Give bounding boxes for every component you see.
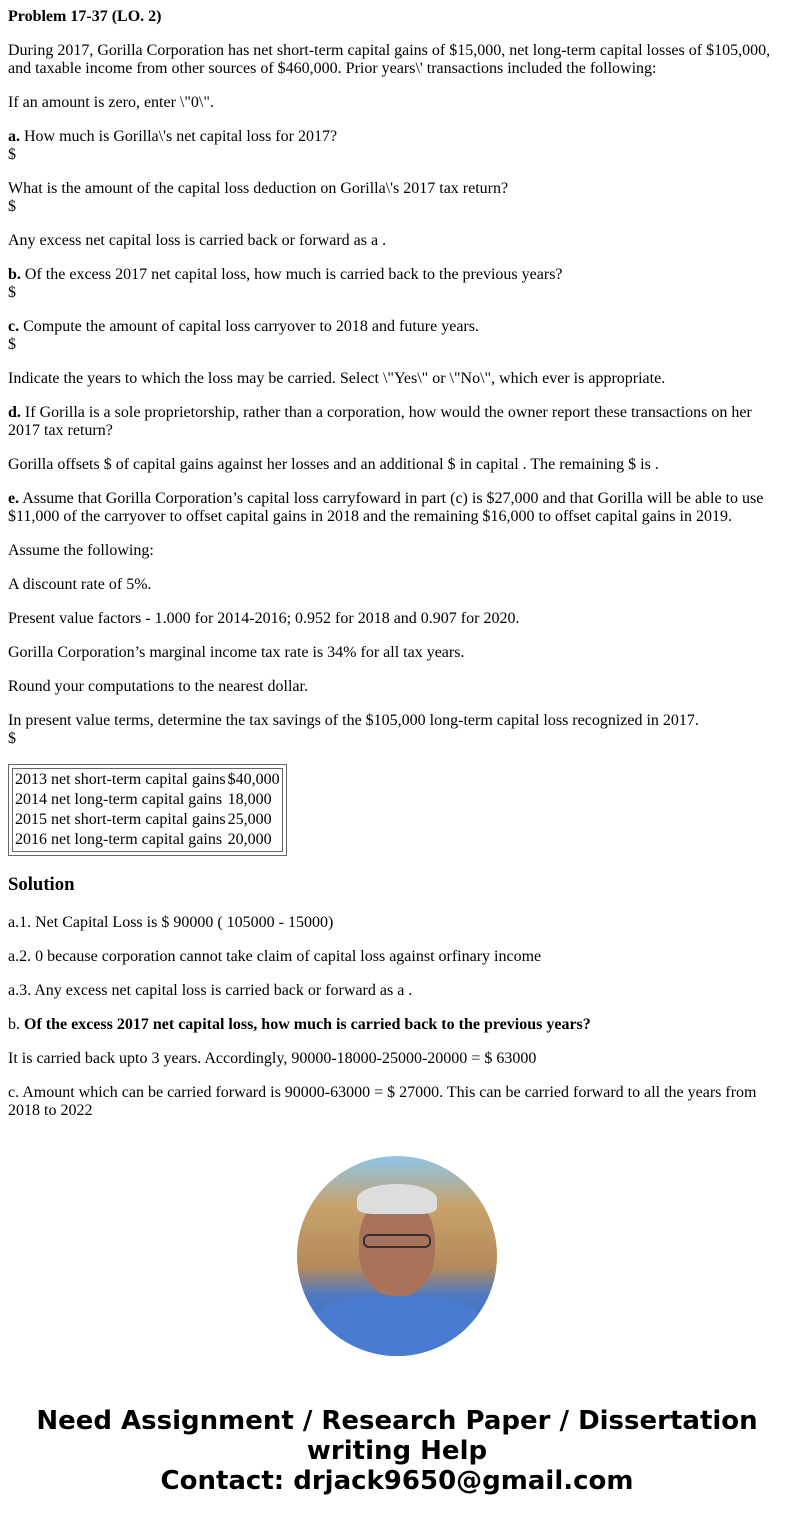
solution-a1: a.1. Net Capital Loss is $ 90000 ( 105000 - 15000) [8,914,334,931]
intro: During 2017, Gorilla Corporation has net short-term capital gains of $15,000, net long-term capital losses of $105,000, and taxable income from other sources of $460,000. Prior years\' transactions included the following: [8,42,771,77]
question-d2: Gorilla offsets $ of capital gains against her losses and an additional $ in capital . The remaining $ is . [8,456,659,473]
solution-b-question [8,1016,786,1034]
tax-rate: Gorilla Corporation’s marginal income tax rate is 34% for all tax years. [8,644,465,661]
prefix: b. [8,1016,24,1033]
author-avatar [297,1156,497,1356]
question-d [8,404,786,440]
table-row [15,831,280,849]
question-a3: Any excess net capital loss is carried back or forward as a . [8,232,387,249]
question-c [8,318,786,354]
text: How much is Gorilla\'s net capital loss for 2017? [20,128,338,145]
dollar: $ [8,730,16,747]
cell: 20,000 [227,831,272,848]
contact-banner [8,1406,786,1496]
text: Of the excess 2017 net capital loss, how much is carried back to the previous years? [24,1016,591,1033]
round-note: Round your computations to the nearest dollar. [8,678,308,695]
dollar: $ [8,336,16,353]
solution-a3: a.3. Any excess net capital loss is carried back or forward as a . [8,982,413,999]
dollar: $ [8,284,16,301]
cell: 25,000 [227,811,272,828]
label: d. [8,404,21,421]
banner-line: Need Assignment / Research Paper / Dissertation writing Help [36,1406,758,1466]
inner-table [12,768,283,852]
discount: A discount rate of 5%. [8,576,152,593]
cell: $40,000 [227,771,280,788]
solution-heading: Solution [8,874,75,895]
solution-b: It is carried back upto 3 years. Accordingly, 90000-18000-25000-20000 = $ 63000 [8,1050,537,1067]
title-text: Problem 17-37 (LO. 2) [8,8,162,25]
dollar: $ [8,146,16,163]
label: b. [8,266,21,283]
avatar-hair [357,1184,437,1214]
text: What is the amount of the capital loss deduction on Gorilla\'s 2017 tax return? [8,180,509,197]
question-e [8,490,786,526]
prior-transactions-table [8,764,287,856]
label: e. [8,490,20,507]
avatar-glasses [363,1234,431,1248]
dollar: $ [8,198,16,215]
problem-title [8,8,786,26]
cell: 2014 net long-term capital gains [15,791,223,808]
avatar-shirt [307,1296,487,1356]
label: c. [8,318,20,335]
text: If Gorilla is a sole proprietorship, rather than a corporation, how would the owner report these transactions on her 2017 tax return? [8,404,752,439]
cell: 2016 net long-term capital gains [15,831,223,848]
pv-question [8,712,786,748]
cell: 18,000 [227,791,272,808]
table-row [15,811,280,829]
indicate-note: Indicate the years to which the loss may be carried. Select \"Yes\" or \"No\", which ever is appropriate. [8,370,666,387]
table-row [15,791,280,809]
table-row [15,771,280,789]
text: Compute the amount of capital loss carryover to 2018 and future years. [19,318,479,335]
assume: Assume the following: [8,542,154,559]
solution-c: c. Amount which can be carried forward is 90000-63000 = $ 27000. This can be carried forward to all the years from 2018 to 2022 [8,1084,757,1119]
solution-a2: a.2. 0 because corporation cannot take claim of capital loss against orfinary income [8,948,542,965]
question-a2 [8,180,786,216]
question-a [8,128,786,164]
cell: 2015 net short-term capital gains [15,811,226,828]
question-b [8,266,786,302]
banner-contact: Contact: drjack9650@gmail.com [160,1466,634,1496]
text: Assume that Gorilla Corporation’s capital loss carryfoward in part (c) is $27,000 and that Gorilla will be able to use $11,000 of the carryover to offset capital gains in 2018 and the remaining $16,000 to offset capital gains in 2019. [8,490,764,525]
cell: 2013 net short-term capital gains [15,771,226,788]
zero-note: If an amount is zero, enter \"0\". [8,94,214,111]
pv-factors: Present value factors - 1.000 for 2014-2016; 0.952 for 2018 and 0.907 for 2020. [8,610,520,627]
text: In present value terms, determine the tax savings of the $105,000 long-term capital loss recognized in 2017. [8,712,699,729]
text: Of the excess 2017 net capital loss, how much is carried back to the previous years? [20,266,563,283]
label: a. [8,128,20,145]
